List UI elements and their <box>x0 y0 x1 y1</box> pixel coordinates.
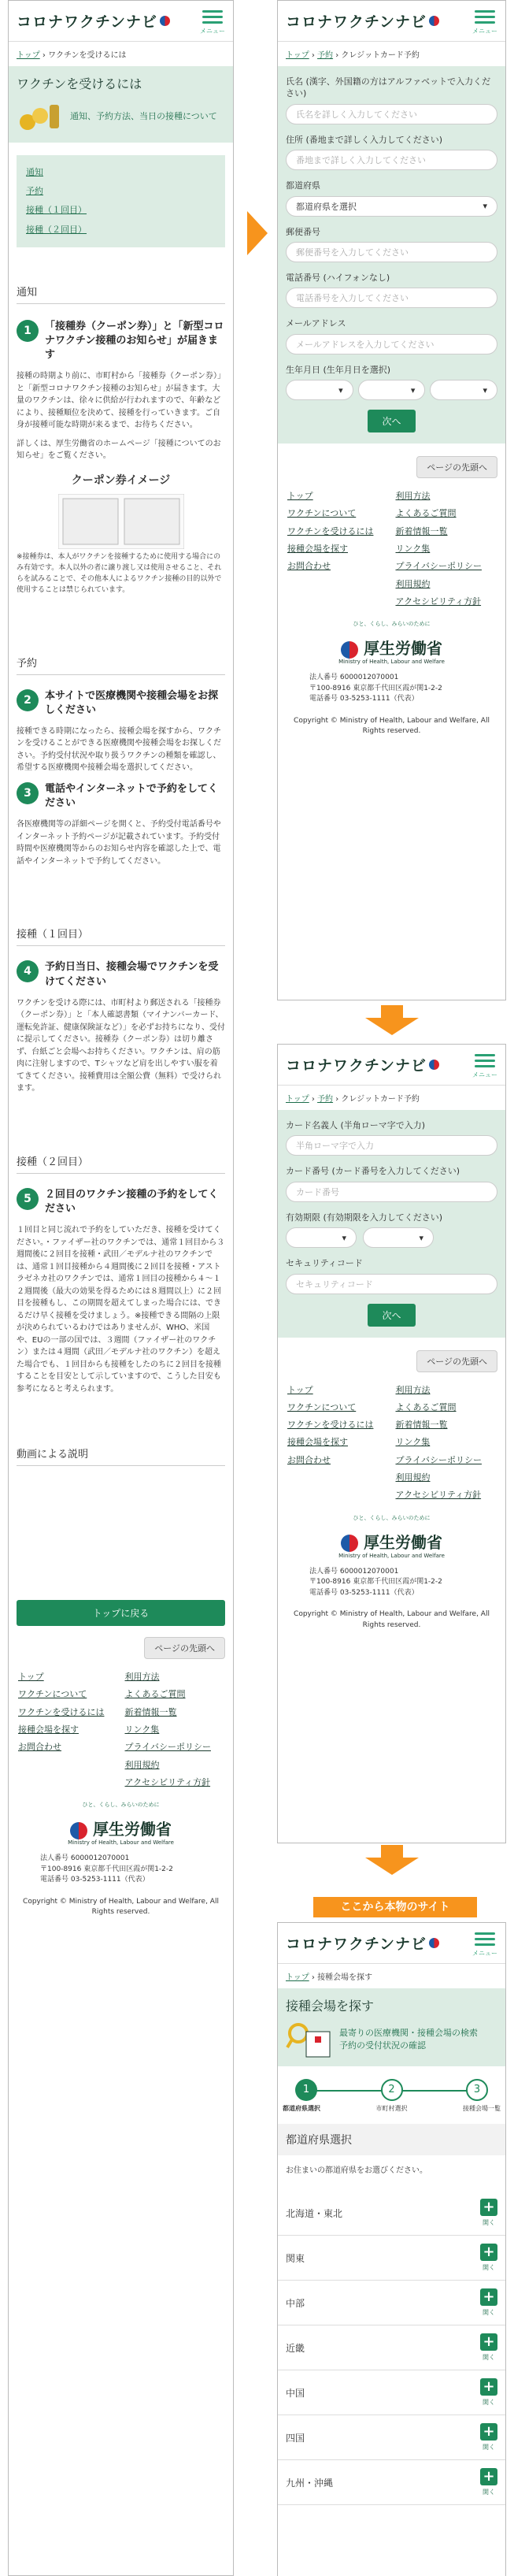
site-logo[interactable]: コロナワクチンナビ <box>286 1054 439 1075</box>
mhlw-emblem-icon <box>341 641 358 659</box>
step-2: 2 本サイトで医療機関や接種会場をお探しください <box>9 685 233 722</box>
region-hokkaido-tohoku[interactable]: 北海道・東北 + 開く <box>278 2191 505 2236</box>
security-code-label: セキュリティコード <box>286 1258 363 1269</box>
page-hero <box>278 1988 505 2066</box>
site-logo[interactable]: コロナワクチンナビ <box>17 10 170 32</box>
section-video: 動画による説明 <box>17 1449 89 1461</box>
breadcrumb-top[interactable]: トップ <box>17 51 40 60</box>
footer-link-news[interactable]: 新着情報一覧 <box>124 1706 177 1717</box>
mhlw-tagline: ひと、くらし、みらいのために <box>353 1514 431 1521</box>
dose2-text: １回目と同じ流れで予約をしていただき、接種を受けてください。・ファイザー社のワクチンでは、通常１回目から３週間後に２回目を接種・武田／モデルナ社のワクチンでは、通常１回目接種から４週間後に２回目を接種・アストラゼネカ社のワクチンでは、通常１回目の接種から４〜１２週間後（最大の効果を得るためには８週間以上）に２回目を接種もし、この期間を超えてしまった場合には、できるだけ早く接種を受けましょう。※接種できる間隔の上限が決められているわけではありませんが、WHO、米国や、EUの一部の国では、３週間（ファイザー社のワクチン）または４週間（武田／モデルナ社のワクチン）を超えた場合でも、１回目からも接種をしたのちに２回目を接種することを目安として示していますので、こうした目安も参考になると考えられます。 <box>17 1226 225 1394</box>
section-dose2: 接種（２回目） <box>17 1156 89 1168</box>
region-kinki[interactable]: 近畿 + 開く <box>278 2325 505 2370</box>
notice-text: 接種の時期より前に、市町村から「接種券（クーポン券）」と「新型コロナワクチン接種のお知らせ」が届きます。大量のワクチンは、徐々に供給が行われますので、年齢などにより、接種順位を決めて、接種を行っていきます。ご自身が接種可能な時期が来るまで、お待ちください。 <box>17 372 225 430</box>
notice-link-text[interactable]: 詳しくは、厚生労働省のホームページ「接種についてのお知らせ」をご覧ください。 <box>17 439 221 461</box>
fake-form-page-1 <box>277 0 506 1000</box>
footer-links: トップ 利用方法 ワクチンについて よくあるご質問 ワクチンを受けるには 新着情報一覧 接種会場を探す リンク集 お問合わせ プライバシーポリシー 利用規約 アクセシビリティ方針 <box>287 1384 482 1501</box>
footer-link-faq[interactable]: よくあるご質問 <box>124 1689 186 1700</box>
logo-emblem-icon <box>429 1060 439 1070</box>
breadcrumb: トップ › ワクチンを受けるには <box>17 51 127 60</box>
chevron-down-icon: ▾ <box>338 384 343 395</box>
chevron-down-icon: ▾ <box>410 384 416 395</box>
footer-link-contact[interactable]: お問合わせ <box>18 1742 61 1753</box>
site-logo[interactable]: コロナワクチンナビ <box>286 1932 439 1954</box>
footer-links <box>9 1659 233 1801</box>
birth-day-select[interactable] <box>430 380 497 400</box>
footer-link-howto[interactable]: ワクチンを受けるには <box>18 1706 105 1717</box>
toc-item-dose1[interactable]: 接種（１回目） <box>26 205 87 216</box>
real-site-banner: ここから本物のサイト <box>313 1897 477 1917</box>
breadcrumb: トップ › 予約 › クレジットカード予約 <box>286 51 420 60</box>
chevron-down-icon: ▾ <box>342 1232 346 1243</box>
progress-labels: 都道府県選択 市町村選択 接種会場一覧 <box>283 2105 501 2112</box>
logo-emblem-icon <box>160 16 170 26</box>
plus-icon: + <box>480 2244 497 2261</box>
menu-button[interactable]: メニュー <box>200 7 225 35</box>
menu-button[interactable]: メニュー <box>472 1929 497 1958</box>
mhlw-emblem-icon <box>341 1535 358 1552</box>
hero-desc-1: 最寄りの医療機関・接種会場の検索 <box>339 2027 478 2038</box>
site-header <box>278 1045 505 1086</box>
name-input[interactable]: 氏名を詳しく入力してください <box>286 104 497 124</box>
arrow-down-shaft <box>381 1845 403 1858</box>
birth-year-select[interactable] <box>286 380 353 400</box>
phone-input[interactable]: 電話番号を入力してください <box>286 288 497 308</box>
mhlw-logo: 厚生労働省 Ministry of Health, Labour and Welfare <box>68 1820 174 1847</box>
step-5: 5 ２回目のワクチン接種の予約をしてください <box>9 1183 233 1221</box>
copyright: Copyright © Ministry of Health, Labour and Welfare, All Rights reserved. <box>294 1610 490 1629</box>
birth-month-select[interactable] <box>358 380 426 400</box>
site-header <box>9 1 233 42</box>
plus-icon: + <box>480 2199 497 2216</box>
footer-link-links[interactable]: リンク集 <box>124 1724 160 1735</box>
chevron-down-icon: ▾ <box>419 1232 423 1243</box>
email-label: メールアドレス <box>286 318 346 329</box>
footer-link-accessibility[interactable]: アクセシビリティ方針 <box>124 1776 211 1787</box>
left-column <box>8 0 234 2576</box>
reserve-text-2: 各医療機関等の詳細ページを開くと、予約受付電話番号やインターネット予約ページが記載されています。予約受付時間や医療機関等からのお知らせ内容を確認した上で、電話やインターネットで予約してください。 <box>17 820 221 866</box>
toc-item-reserve[interactable]: 予約 <box>26 186 43 197</box>
footer-address: 法人番号 6000012070001 〒100-8916 東京都千代田区霞が関1-2-2 電話番号 03-5253-1111（代表） <box>309 674 442 703</box>
name-label: 氏名 (漢字、外国籍の方はアルファベットで入力ください) <box>286 76 491 99</box>
footer-link-top[interactable]: トップ <box>18 1672 44 1683</box>
address-label: 住所 (番地まで詳しく入力してください) <box>286 134 443 145</box>
email-input[interactable]: メールアドレスを入力してください <box>286 334 497 354</box>
footer-link-terms[interactable]: 利用規約 <box>124 1759 160 1770</box>
zip-label: 郵便番号 <box>286 226 320 237</box>
expiry-month-select[interactable] <box>286 1227 357 1248</box>
toc-item-notice[interactable]: 通知 <box>26 167 43 177</box>
mhlw-logo: 厚生労働省 Ministry of Health, Labour and Welfare <box>338 639 445 666</box>
arrow-down-shaft <box>381 1005 403 1018</box>
breadcrumb-current: ワクチンを受けるには <box>48 51 127 60</box>
footer-link-usage[interactable]: 利用方法 <box>124 1672 160 1683</box>
phone-label: 電話番号 (ハイフォンなし) <box>286 272 390 283</box>
expiry-year-select[interactable] <box>363 1227 434 1248</box>
footer-links: トップ 利用方法 ワクチンについて よくあるご質問 ワクチンを受けるには 新着情報一覧 接種会場を探す リンク集 お問合わせ プライバシーポリシー 利用規約 アクセシビリティ方針 <box>287 491 482 607</box>
birthdate-label: 生年月日 (生年月日を選択) <box>286 364 391 375</box>
chevron-down-icon: ▾ <box>483 201 487 212</box>
zip-input[interactable]: 郵便番号を入力してください <box>286 242 497 262</box>
page-intro: 通知、予約方法、当日の接種について <box>70 110 217 121</box>
copyright: Copyright © Ministry of Health, Labour and Welfare, All Rights reserved. <box>23 1897 219 1917</box>
region-shikoku[interactable]: 四国 + 開く <box>278 2415 505 2460</box>
page-title: 接種会場を探す <box>286 1999 375 2014</box>
page-title: ワクチンを受けるには <box>17 76 142 91</box>
toc-item-dose2[interactable]: 接種（２回目） <box>26 224 87 235</box>
step-number: 1 <box>17 320 39 342</box>
step-4: 4 予約日当日、接種会場でワクチンを受けてください <box>9 956 233 993</box>
dose1-text: ワクチンを受ける際には、市町村より郵送される「接種券（クーポン券）」と「本人確認書類（マイナンバーカード、運転免許証、健康保険証など）」を必ずお持ちになり、受付に提示してください。接種券（クーポン券）は切り離さず、台紙ごと会場へお持ちください。ワクチンは、肩の筋肉に注射しますので、Tシャツなど肩を出しやすい服を着てきてください。接種費用は全額公費（無料）で受けられます。 <box>17 998 225 1093</box>
pref-title: 都道府県選択 <box>286 2134 352 2147</box>
section-dose1: 接種（１回目） <box>17 929 89 941</box>
fake-form-page-2 <box>277 1044 506 1843</box>
form-panel <box>278 66 505 444</box>
plus-icon: + <box>480 2468 497 2485</box>
arrow-down-icon <box>365 1018 419 1035</box>
security-code-input[interactable]: セキュリティコード <box>286 1274 497 1294</box>
footer-address: 法人番号 6000012070001 〒100-8916 東京都千代田区霞が関1-2-2 電話番号 03-5253-1111（代表） <box>309 1567 442 1597</box>
back-to-top-button[interactable]: トップに戻る <box>17 1600 225 1626</box>
arrow-right-icon <box>247 211 268 255</box>
mhlw-tagline: ひと、くらし、みらいのために <box>82 1802 160 1809</box>
search-hospital-icon <box>286 2021 333 2058</box>
step-3-indicator: 3 <box>466 2079 488 2101</box>
card-number-input[interactable]: カード番号 <box>286 1182 497 1202</box>
progress-steps <box>278 2066 505 2104</box>
expiry-label: 有効期限 (有効期限を入力してください) <box>286 1212 443 1223</box>
hero-desc-2: 予約の受付状況の確認 <box>339 2040 426 2051</box>
region-kanto[interactable]: 関東 + 開く <box>278 2236 505 2281</box>
copyright: Copyright © Ministry of Health, Labour and Welfare, All Rights reserved. <box>294 716 490 736</box>
site-header <box>278 1 505 42</box>
step-1-indicator: 1 <box>295 2079 317 2101</box>
plus-icon: + <box>480 2333 497 2351</box>
region-kyushu-okinawa[interactable]: 九州・沖縄 + 開く <box>278 2460 505 2505</box>
footer-link-vaccine[interactable]: ワクチンについて <box>18 1689 87 1700</box>
step-2-indicator: 2 <box>381 2079 403 2101</box>
mhlw-tagline: ひと、くらし、みらいのために <box>353 621 431 628</box>
address-input[interactable]: 番地まで詳しく入力してください <box>286 150 497 170</box>
plus-icon: + <box>480 2288 497 2306</box>
menu-button[interactable]: メニュー <box>472 7 497 35</box>
footer-link-privacy[interactable]: プライバシーポリシー <box>124 1742 211 1753</box>
prefecture-label: 都道府県 <box>286 180 320 191</box>
page-top-button[interactable]: ページの先頭へ <box>416 456 497 478</box>
page-hero <box>9 66 233 143</box>
site-header <box>278 1923 505 1964</box>
chevron-down-icon: ▾ <box>483 384 488 395</box>
page-top-button[interactable]: ページの先頭へ <box>416 1350 497 1372</box>
plus-icon: + <box>480 2378 497 2396</box>
plus-icon: + <box>480 2423 497 2441</box>
next-button[interactable]: 次へ <box>368 410 415 432</box>
page-top-button[interactable]: ページの先頭へ <box>144 1637 225 1659</box>
region-chubu[interactable]: 中部 + 開く <box>278 2281 505 2325</box>
footer-link-find[interactable]: 接種会場を探す <box>18 1724 79 1735</box>
section-notice: 通知 <box>17 286 38 299</box>
reserve-text: 接種できる時期になったら、接種会場を探すから、ワクチンを受けることができる医療機関や接種会場をお探しください。予約受付状況や取り扱うワクチンの種類を確認し、希望する医療機関や接種会場を選択してください。 <box>17 726 221 773</box>
step-3: 3 電話やインターネットで予約をしてください <box>9 778 233 815</box>
footer-address: 法人番号 6000012070001 〒100-8916 東京都千代田区霞が関1-2-2 電話番号 03-5253-1111（代表） <box>40 1854 173 1884</box>
coupon-note: ※接種券は、本人がワクチンを接種するために使用する場合にのみ有効です。本人以外の者に譲り渡し又は使用させること、それらを試みることで、その他本人によるワクチン接種の目的以外で使用することは禁じられています。 <box>17 552 222 594</box>
card-form-panel <box>278 1110 505 1338</box>
prefecture-select[interactable]: 都道府県を選択 ▾ <box>286 196 497 217</box>
real-site-page <box>277 1922 506 2576</box>
card-number-label: カード番号 (カード番号を入力してください) <box>286 1166 460 1177</box>
coins-icon <box>17 98 64 135</box>
coupon-image <box>58 494 184 549</box>
pref-hint: お住まいの都道府県をお選びください。 <box>286 2166 427 2175</box>
coupon-heading: クーポン券イメージ <box>71 473 171 487</box>
mhlw-emblem-icon <box>70 1822 87 1839</box>
region-chugoku[interactable]: 中国 + 開く <box>278 2370 505 2415</box>
breadcrumb: トップ › 接種会場を探す <box>286 1973 373 1982</box>
card-holder-label: カード名義人 (半角ローマ字で入力) <box>286 1120 426 1130</box>
pref-section-header <box>278 2124 505 2155</box>
breadcrumb: トップ › 予約 › クレジットカード予約 <box>286 1095 420 1104</box>
section-reserve: 予約 <box>17 657 38 670</box>
toc <box>17 155 225 247</box>
arrow-down-icon <box>365 1858 419 1875</box>
card-holder-input[interactable]: 半角ローマ字で入力 <box>286 1135 497 1156</box>
logo-emblem-icon <box>429 1938 439 1948</box>
next-button[interactable]: 次へ <box>368 1304 415 1327</box>
menu-button[interactable]: メニュー <box>472 1051 497 1079</box>
site-logo[interactable]: コロナワクチンナビ <box>286 10 439 32</box>
step-1: 1 「接種券（クーポン券）」と「新型コロナワクチン接種のお知らせ」が届きます <box>9 315 233 368</box>
logo-emblem-icon <box>429 16 439 26</box>
mhlw-logo: 厚生労働省 Ministry of Health, Labour and Welfare <box>338 1532 445 1559</box>
